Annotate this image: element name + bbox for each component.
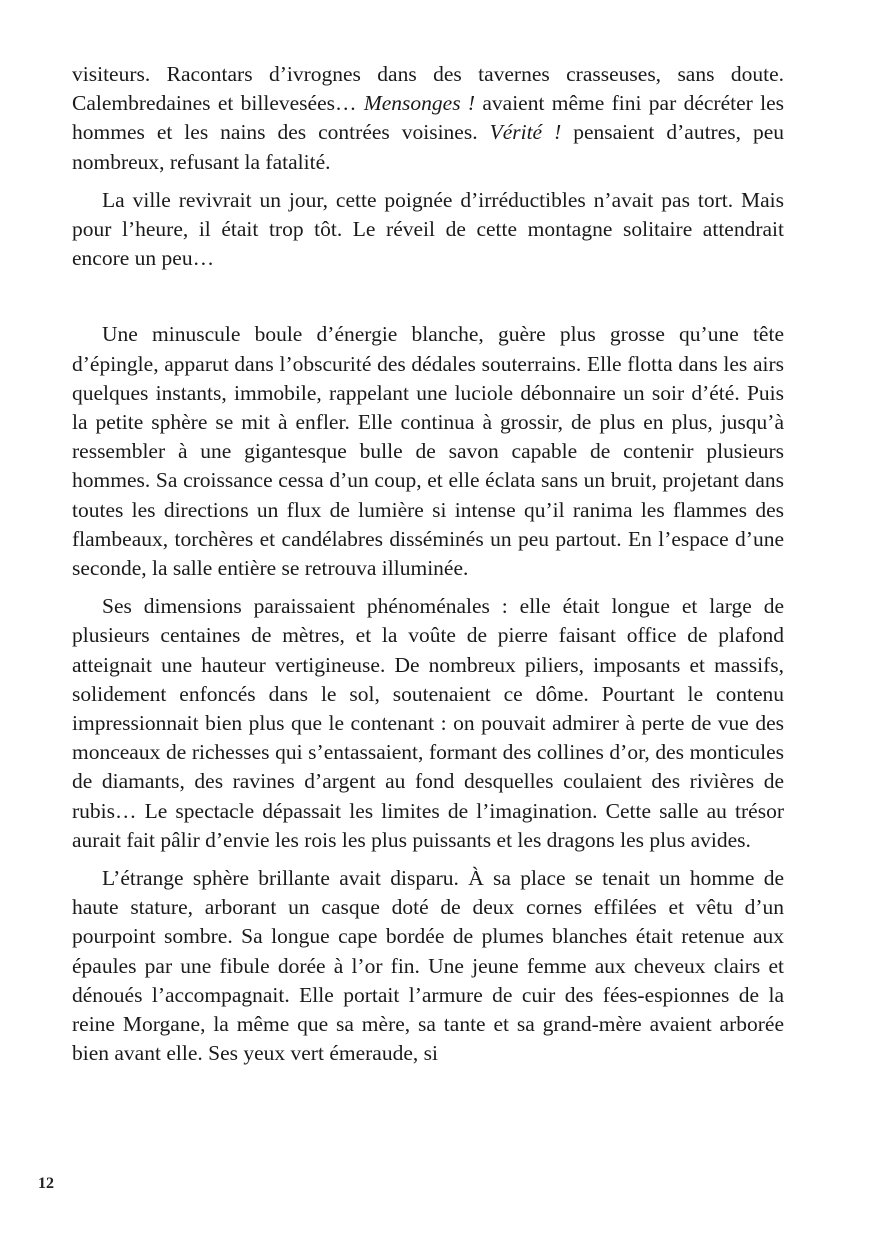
paragraph-1 (72, 60, 784, 177)
paragraph-1-part-e: pensaient d’autres, peu nombreux, refusant la fatalité. (72, 120, 784, 174)
paragraph-1-part-c: avaient même fini par décréter les hommes et les nains des contrées voisines. (72, 91, 785, 145)
paragraph-5: L’étrange sphère brillante avait disparu. À sa place se tenait un homme de haute stature, arborant un casque doté de deux cornes effilées et vêtu d’un pourpoint sombre. Sa longue cape bordée de plumes blanches était retenue aux épaules par une fibule dorée à l’or fin. Une jeune femme aux cheveux clairs et dénoués l’accompagnait. Elle portait l’armure de cuir des fées-espionnes de la reine Morgane, la même que sa mère, sa tante et sa grand-mère avaient arborée bien avant elle. Ses yeux vert émeraude, si (72, 866, 784, 1066)
paragraph-2: La ville revivrait un jour, cette poignée d’irréductibles n’avait pas tort. Mais pour l’heure, il était trop tôt. Le réveil de cette montagne solitaire attendrait encore un peu… (72, 187, 784, 271)
paragraph-3: Une minuscule boule d’énergie blanche, guère plus grosse qu’une tête d’épingle, apparut dans l’obscurité des dédales souterrains. Elle flotta dans les airs quelques instants, immobile, rappelant une luciole débonnaire un soir d’été. Puis la petite sphère se mit à enfler. Elle continua à grossir, de plus en plus, jusqu’à ressembler à une gigantesque bulle de savon capable de contenir plusieurs hommes. Sa croissance cessa d’un coup, et elle éclata sans un bruit, projetant dans toutes les directions un flux de lumière si intense qu’il ranima les flammes des flambeaux, torchères et candélabres disséminés un peu partout. En l’espace d’une seconde, la salle entière se retrouva illuminée. (72, 322, 784, 581)
paragraph-1-part-a: visiteurs. Racontars d’ivrognes dans des tavernes crasseuses, sans doute. Calembredaines et billevesées… (72, 62, 784, 116)
paragraph-1-italic-mensonges: Mensonges ! (363, 91, 476, 116)
paragraph-4: Ses dimensions paraissaient phénoménales : elle était longue et large de plusieurs centaines de mètres, et la voûte de pierre faisant office de plafond atteignait une hauteur vertigineuse. De nombreux piliers, imposants et massifs, solidement enfoncés dans le sol, soutenaient ce dôme. Pourtant le contenu impressionnait bien plus que le contenant : on pouvait admirer à perte de vue des monceaux de richesses qui s’entassaient, formant des collines d’or, des monticules de diamants, des ravines d’argent au fond desquelles coulaient des rivières de rubis… Le spectacle dépassait les limites de l’imagination. Cette salle au trésor aurait fait pâlir d’envie les rois les plus puissants et les dragons les plus avides. (72, 594, 784, 852)
paragraph-1-italic-verite: Vérité ! (489, 120, 562, 145)
page-body (72, 60, 784, 1069)
page-number: 12 (38, 1175, 54, 1192)
